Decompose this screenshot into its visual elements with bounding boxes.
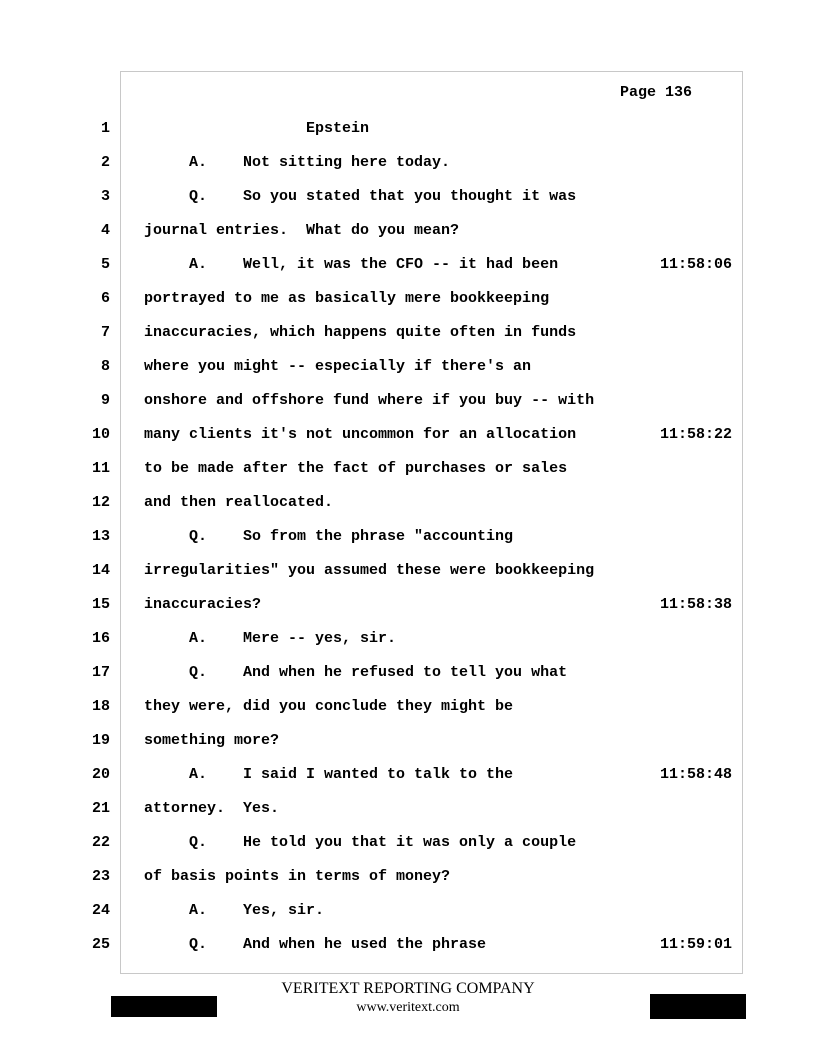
transcript-line [0, 324, 816, 344]
transcript-line [0, 494, 816, 514]
line-number: 24 [91, 902, 110, 919]
line-text: A. Mere -- yes, sir. [144, 630, 397, 647]
timestamp: 11:58:22 [660, 426, 733, 443]
timestamp: 11:59:01 [660, 936, 733, 953]
line-text: to be made after the fact of purchases or sales [144, 460, 568, 477]
line-number: 12 [91, 494, 110, 511]
line-text: inaccuracies? [144, 596, 262, 613]
transcript-line [0, 460, 816, 480]
line-text: journal entries. What do you mean? [144, 222, 460, 239]
line-number: 18 [91, 698, 110, 715]
transcript-line [0, 664, 816, 684]
line-number: 9 [100, 392, 110, 409]
line-text: they were, did you conclude they might be [144, 698, 514, 715]
line-number: 1 [100, 120, 110, 137]
transcript-line [0, 426, 816, 446]
line-number: 23 [91, 868, 110, 885]
footer-company-name: VERITEXT REPORTING COMPANY [281, 980, 535, 997]
line-number: 2 [100, 154, 110, 171]
line-number: 3 [100, 188, 110, 205]
line-text: Q. So from the phrase "accounting [144, 528, 514, 545]
line-text: irregularities" you assumed these were bookkeeping [144, 562, 595, 579]
line-text: Q. So you stated that you thought it was [144, 188, 577, 205]
transcript-line [0, 698, 816, 718]
line-text: Q. And when he refused to tell you what [144, 664, 568, 681]
line-text: where you might -- especially if there's an [144, 358, 532, 375]
transcript-line [0, 290, 816, 310]
line-text: and then reallocated. [144, 494, 334, 511]
transcript-line [0, 596, 816, 616]
transcript-line [0, 154, 816, 174]
line-number: 10 [91, 426, 110, 443]
transcript-line [0, 528, 816, 548]
line-text: onshore and offshore fund where if you buy -- with [144, 392, 595, 409]
timestamp: 11:58:38 [660, 596, 733, 613]
line-number: 19 [91, 732, 110, 749]
line-text: A. Well, it was the CFO -- it had been [144, 256, 559, 273]
line-text: Epstein [144, 120, 370, 137]
line-text: A. I said I wanted to talk to the [144, 766, 514, 783]
line-number: 17 [91, 664, 110, 681]
transcript-line [0, 732, 816, 752]
line-text: something more? [144, 732, 280, 749]
transcript-line [0, 868, 816, 888]
transcript-line [0, 834, 816, 854]
transcript-line [0, 936, 816, 956]
line-number: 16 [91, 630, 110, 647]
redaction-block-left [111, 996, 217, 1017]
transcript-line [0, 120, 816, 140]
transcript-line [0, 392, 816, 412]
line-text: many clients it's not uncommon for an allocation [144, 426, 577, 443]
line-number: 25 [91, 936, 110, 953]
line-number: 7 [100, 324, 110, 341]
transcript-line [0, 766, 816, 786]
timestamp: 11:58:48 [660, 766, 733, 783]
transcript-line [0, 256, 816, 276]
line-text: Q. And when he used the phrase [144, 936, 487, 953]
line-text: attorney. Yes. [144, 800, 280, 817]
line-text: inaccuracies, which happens quite often in funds [144, 324, 577, 341]
line-text: of basis points in terms of money? [144, 868, 451, 885]
line-number: 14 [91, 562, 110, 579]
line-number: 15 [91, 596, 110, 613]
transcript-line [0, 902, 816, 922]
line-number: 20 [91, 766, 110, 783]
transcript-line [0, 188, 816, 208]
line-number: 13 [91, 528, 110, 545]
line-text: A. Not sitting here today. [144, 154, 451, 171]
transcript-line [0, 222, 816, 242]
line-number: 8 [100, 358, 110, 375]
line-number: 11 [91, 460, 110, 477]
line-number: 22 [91, 834, 110, 851]
line-text: portrayed to me as basically mere bookkeeping [144, 290, 550, 307]
transcript-line [0, 358, 816, 378]
timestamp: 11:58:06 [660, 256, 733, 273]
line-text: A. Yes, sir. [144, 902, 325, 919]
transcript-line [0, 562, 816, 582]
transcript-line [0, 800, 816, 820]
page-number-label: Page 136 [620, 84, 693, 101]
line-number: 5 [100, 256, 110, 273]
redaction-block-right [650, 994, 746, 1019]
line-number: 4 [100, 222, 110, 239]
line-number: 6 [100, 290, 110, 307]
transcript-line [0, 630, 816, 650]
footer-website: www.veritext.com [356, 1000, 460, 1015]
line-text: Q. He told you that it was only a couple [144, 834, 577, 851]
line-number: 21 [91, 800, 110, 817]
